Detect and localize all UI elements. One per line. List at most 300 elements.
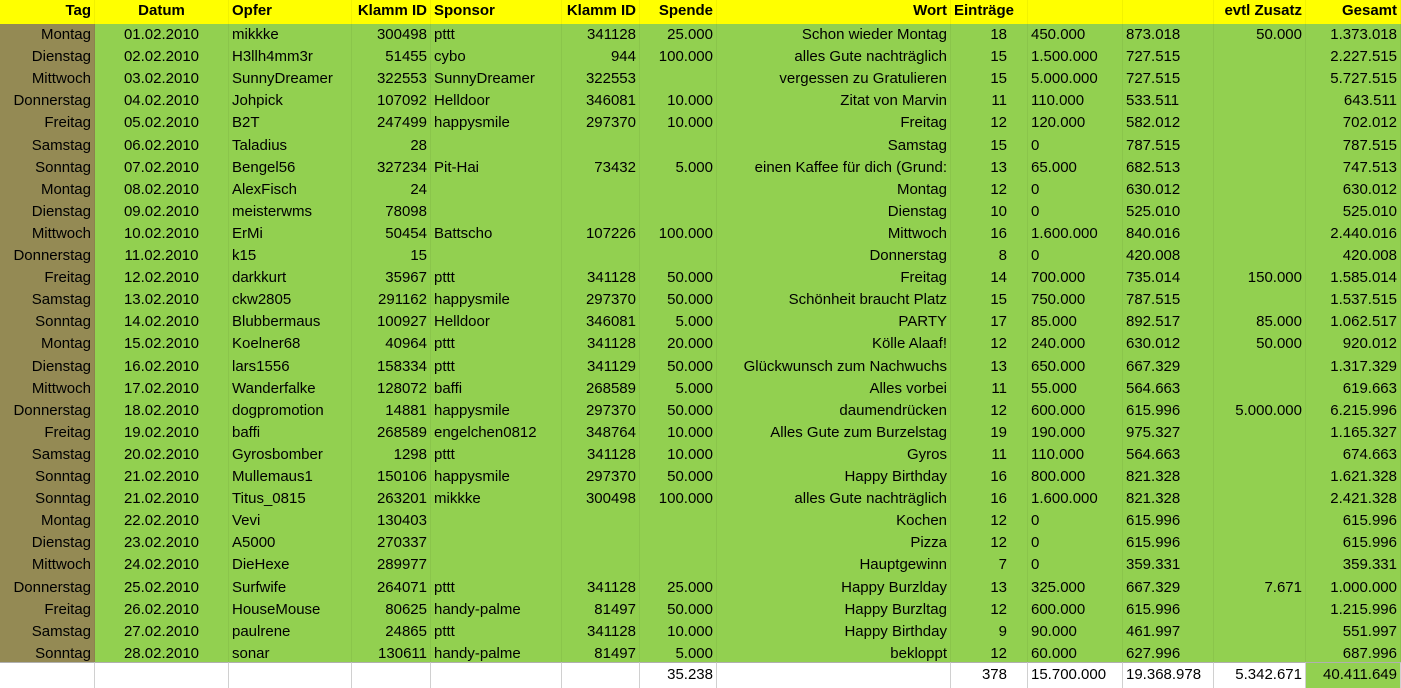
cell-opfer-id[interactable]: 100927 <box>352 311 431 334</box>
cell-tag[interactable]: Freitag <box>0 422 95 445</box>
header-eintraege[interactable]: Einträge <box>951 0 1028 24</box>
header-klamm-id-1[interactable]: Klamm ID <box>352 0 431 24</box>
cell-sponsor-id[interactable]: 322553 <box>562 68 640 91</box>
cell-eintraege[interactable]: 18 <box>951 24 1028 47</box>
cell-sponsor[interactable]: pttt <box>431 267 562 290</box>
cell-eintraege[interactable]: 11 <box>951 444 1028 467</box>
cell-opfer[interactable]: dogpromotion <box>229 400 352 423</box>
cell-opfer-id[interactable]: 40964 <box>352 333 431 356</box>
cell-wort[interactable]: Dienstag <box>717 201 951 224</box>
cell-a[interactable]: 0 <box>1028 532 1123 555</box>
cell-opfer-id[interactable]: 80625 <box>352 599 431 622</box>
cell-sponsor[interactable]: pttt <box>431 577 562 600</box>
cell-opfer[interactable]: Johpick <box>229 90 352 113</box>
cell-a[interactable]: 65.000 <box>1028 157 1123 180</box>
cell-eintraege[interactable]: 12 <box>951 179 1028 202</box>
cell-opfer-id[interactable]: 128072 <box>352 378 431 401</box>
cell-sponsor-id[interactable] <box>562 510 640 533</box>
cell-sponsor[interactable]: mikkke <box>431 488 562 511</box>
cell-b[interactable]: 667.329 <box>1123 577 1214 600</box>
cell-sponsor-id[interactable]: 348764 <box>562 422 640 445</box>
cell-eintraege[interactable]: 12 <box>951 112 1028 135</box>
cell-sponsor-id[interactable]: 107226 <box>562 223 640 246</box>
header-datum[interactable]: Datum <box>95 0 229 24</box>
cell-opfer-id[interactable]: 158334 <box>352 356 431 379</box>
cell-tag[interactable]: Sonntag <box>0 311 95 334</box>
cell-sponsor[interactable] <box>431 135 562 158</box>
cell-eintraege[interactable]: 12 <box>951 510 1028 533</box>
cell-sponsor[interactable]: happysmile <box>431 112 562 135</box>
cell-zusatz[interactable]: 150.000 <box>1214 267 1306 290</box>
cell-opfer[interactable]: A5000 <box>229 532 352 555</box>
cell-gesamt[interactable]: 359.331 <box>1306 554 1401 577</box>
cell-wort[interactable]: Hauptgewinn <box>717 554 951 577</box>
cell-eintraege[interactable]: 17 <box>951 311 1028 334</box>
cell-tag[interactable]: Dienstag <box>0 356 95 379</box>
cell-zusatz[interactable] <box>1214 356 1306 379</box>
cell-zusatz[interactable]: 85.000 <box>1214 311 1306 334</box>
cell-opfer-id[interactable]: 327234 <box>352 157 431 180</box>
cell-b[interactable]: 564.663 <box>1123 378 1214 401</box>
cell-a[interactable]: 0 <box>1028 510 1123 533</box>
cell-sponsor[interactable]: handy-palme <box>431 599 562 622</box>
cell-zusatz[interactable] <box>1214 599 1306 622</box>
cell-a[interactable]: 450.000 <box>1028 24 1123 47</box>
cell-opfer[interactable]: ErMi <box>229 223 352 246</box>
cell-opfer[interactable]: sonar <box>229 643 352 666</box>
cell-tag[interactable]: Sonntag <box>0 488 95 511</box>
cell-tag[interactable]: Montag <box>0 510 95 533</box>
cell-tag[interactable]: Samstag <box>0 135 95 158</box>
cell-opfer-id[interactable]: 247499 <box>352 112 431 135</box>
cell-eintraege[interactable]: 12 <box>951 599 1028 622</box>
cell-opfer-id[interactable]: 300498 <box>352 24 431 47</box>
cell-zusatz[interactable] <box>1214 157 1306 180</box>
cell-gesamt[interactable]: 2.421.328 <box>1306 488 1401 511</box>
cell-b[interactable]: 667.329 <box>1123 356 1214 379</box>
cell-zusatz[interactable] <box>1214 46 1306 69</box>
cell-sponsor[interactable]: Pit-Hai <box>431 157 562 180</box>
cell-opfer-id[interactable]: 130611 <box>352 643 431 666</box>
cell-datum[interactable]: 11.02.2010 <box>95 245 229 268</box>
cell-opfer-id[interactable]: 15 <box>352 245 431 268</box>
cell-spende[interactable]: 10.000 <box>640 621 717 644</box>
cell-a[interactable]: 5.000.000 <box>1028 68 1123 91</box>
cell-gesamt[interactable]: 1.373.018 <box>1306 24 1401 47</box>
cell-opfer-id[interactable]: 51455 <box>352 46 431 69</box>
cell-eintraege[interactable]: 12 <box>951 532 1028 555</box>
cell-sponsor[interactable] <box>431 532 562 555</box>
cell-zusatz[interactable] <box>1214 223 1306 246</box>
total-eintraege[interactable]: 378 <box>951 662 1028 688</box>
cell-opfer[interactable]: k15 <box>229 245 352 268</box>
cell-sponsor[interactable]: pttt <box>431 621 562 644</box>
cell-b[interactable]: 787.515 <box>1123 135 1214 158</box>
cell-b[interactable]: 873.018 <box>1123 24 1214 47</box>
cell-opfer-id[interactable]: 270337 <box>352 532 431 555</box>
cell-datum[interactable]: 15.02.2010 <box>95 333 229 356</box>
cell-spende[interactable]: 25.000 <box>640 24 717 47</box>
header-tag[interactable]: Tag <box>0 0 95 24</box>
cell-opfer[interactable]: paulrene <box>229 621 352 644</box>
cell-b[interactable]: 525.010 <box>1123 201 1214 224</box>
cell-sponsor[interactable]: SunnyDreamer <box>431 68 562 91</box>
cell-tag[interactable]: Montag <box>0 333 95 356</box>
cell-zusatz[interactable] <box>1214 179 1306 202</box>
cell-spende[interactable] <box>640 135 717 158</box>
cell-gesamt[interactable]: 1.585.014 <box>1306 267 1401 290</box>
cell-zusatz[interactable] <box>1214 510 1306 533</box>
cell-gesamt[interactable]: 787.515 <box>1306 135 1401 158</box>
cell-eintraege[interactable]: 9 <box>951 621 1028 644</box>
cell-zusatz[interactable] <box>1214 466 1306 489</box>
cell-datum[interactable]: 18.02.2010 <box>95 400 229 423</box>
cell-sponsor[interactable]: cybo <box>431 46 562 69</box>
cell-datum[interactable]: 09.02.2010 <box>95 201 229 224</box>
cell-opfer[interactable]: Vevi <box>229 510 352 533</box>
cell-opfer-id[interactable]: 268589 <box>352 422 431 445</box>
cell-zusatz[interactable]: 5.000.000 <box>1214 400 1306 423</box>
cell-b[interactable]: 727.515 <box>1123 68 1214 91</box>
cell-opfer-id[interactable]: 24865 <box>352 621 431 644</box>
cell-opfer-id[interactable]: 107092 <box>352 90 431 113</box>
cell-gesamt[interactable]: 1.165.327 <box>1306 422 1401 445</box>
cell-opfer-id[interactable]: 289977 <box>352 554 431 577</box>
cell-wort[interactable]: Pizza <box>717 532 951 555</box>
cell-wort[interactable]: Kölle Alaaf! <box>717 333 951 356</box>
cell-spende[interactable] <box>640 179 717 202</box>
total-blank-sponsor[interactable] <box>431 662 562 688</box>
cell-datum[interactable]: 16.02.2010 <box>95 356 229 379</box>
cell-eintraege[interactable]: 12 <box>951 400 1028 423</box>
cell-spende[interactable]: 50.000 <box>640 599 717 622</box>
cell-zusatz[interactable] <box>1214 532 1306 555</box>
cell-tag[interactable]: Sonntag <box>0 466 95 489</box>
total-blank-opfer[interactable] <box>229 662 352 688</box>
cell-eintraege[interactable]: 12 <box>951 333 1028 356</box>
cell-spende[interactable]: 100.000 <box>640 46 717 69</box>
header-col-k[interactable] <box>1123 0 1214 24</box>
cell-sponsor[interactable]: Battscho <box>431 223 562 246</box>
cell-gesamt[interactable]: 674.663 <box>1306 444 1401 467</box>
cell-opfer[interactable]: AlexFisch <box>229 179 352 202</box>
cell-b[interactable]: 420.008 <box>1123 245 1214 268</box>
cell-eintraege[interactable]: 15 <box>951 46 1028 69</box>
cell-datum[interactable]: 21.02.2010 <box>95 488 229 511</box>
cell-zusatz[interactable]: 50.000 <box>1214 333 1306 356</box>
cell-zusatz[interactable] <box>1214 621 1306 644</box>
cell-sponsor[interactable]: pttt <box>431 356 562 379</box>
cell-a[interactable]: 0 <box>1028 245 1123 268</box>
cell-tag[interactable]: Samstag <box>0 621 95 644</box>
cell-datum[interactable]: 05.02.2010 <box>95 112 229 135</box>
cell-spende[interactable]: 100.000 <box>640 223 717 246</box>
cell-opfer[interactable]: darkkurt <box>229 267 352 290</box>
cell-wort[interactable]: Alles vorbei <box>717 378 951 401</box>
cell-opfer[interactable]: Bengel56 <box>229 157 352 180</box>
cell-a[interactable]: 700.000 <box>1028 267 1123 290</box>
cell-wort[interactable]: Glückwunsch zum Nachwuchs <box>717 356 951 379</box>
cell-b[interactable]: 682.513 <box>1123 157 1214 180</box>
cell-sponsor[interactable] <box>431 201 562 224</box>
total-blank-sponsor-id[interactable] <box>562 662 640 688</box>
cell-sponsor-id[interactable]: 297370 <box>562 112 640 135</box>
cell-sponsor-id[interactable]: 341128 <box>562 444 640 467</box>
cell-wort[interactable]: Schon wieder Montag <box>717 24 951 47</box>
cell-opfer-id[interactable]: 1298 <box>352 444 431 467</box>
total-a[interactable]: 15.700.000 <box>1028 662 1123 688</box>
cell-a[interactable]: 1.600.000 <box>1028 488 1123 511</box>
cell-a[interactable]: 600.000 <box>1028 599 1123 622</box>
cell-sponsor[interactable]: engelchen0812 <box>431 422 562 445</box>
cell-opfer[interactable]: Titus_0815 <box>229 488 352 511</box>
cell-datum[interactable]: 19.02.2010 <box>95 422 229 445</box>
cell-gesamt[interactable]: 687.996 <box>1306 643 1401 666</box>
cell-gesamt[interactable]: 1.062.517 <box>1306 311 1401 334</box>
cell-gesamt[interactable]: 920.012 <box>1306 333 1401 356</box>
cell-gesamt[interactable]: 1.215.996 <box>1306 599 1401 622</box>
cell-a[interactable]: 800.000 <box>1028 466 1123 489</box>
cell-opfer[interactable]: ckw2805 <box>229 289 352 312</box>
cell-zusatz[interactable] <box>1214 444 1306 467</box>
cell-wort[interactable]: daumendrücken <box>717 400 951 423</box>
cell-sponsor-id[interactable]: 73432 <box>562 157 640 180</box>
cell-tag[interactable]: Donnerstag <box>0 400 95 423</box>
cell-zusatz[interactable] <box>1214 68 1306 91</box>
cell-sponsor[interactable]: Helldoor <box>431 311 562 334</box>
cell-wort[interactable]: alles Gute nachträglich <box>717 488 951 511</box>
cell-eintraege[interactable]: 16 <box>951 223 1028 246</box>
cell-wort[interactable]: Mittwoch <box>717 223 951 246</box>
cell-tag[interactable]: Donnerstag <box>0 245 95 268</box>
cell-opfer[interactable]: DieHexe <box>229 554 352 577</box>
cell-zusatz[interactable] <box>1214 135 1306 158</box>
cell-wort[interactable]: bekloppt <box>717 643 951 666</box>
cell-datum[interactable]: 08.02.2010 <box>95 179 229 202</box>
cell-a[interactable]: 0 <box>1028 135 1123 158</box>
cell-opfer-id[interactable]: 263201 <box>352 488 431 511</box>
cell-spende[interactable]: 25.000 <box>640 577 717 600</box>
cell-wort[interactable]: Schönheit braucht Platz <box>717 289 951 312</box>
cell-opfer[interactable]: meisterwms <box>229 201 352 224</box>
cell-a[interactable]: 240.000 <box>1028 333 1123 356</box>
cell-datum[interactable]: 10.02.2010 <box>95 223 229 246</box>
cell-wort[interactable]: Gyros <box>717 444 951 467</box>
cell-a[interactable]: 0 <box>1028 179 1123 202</box>
cell-b[interactable]: 840.016 <box>1123 223 1214 246</box>
cell-tag[interactable]: Mittwoch <box>0 68 95 91</box>
header-opfer[interactable]: Opfer <box>229 0 352 24</box>
cell-wort[interactable]: Happy Burzlday <box>717 577 951 600</box>
cell-tag[interactable]: Samstag <box>0 444 95 467</box>
cell-spende[interactable]: 50.000 <box>640 289 717 312</box>
cell-datum[interactable]: 27.02.2010 <box>95 621 229 644</box>
cell-eintraege[interactable]: 10 <box>951 201 1028 224</box>
cell-eintraege[interactable]: 13 <box>951 356 1028 379</box>
cell-opfer-id[interactable]: 150106 <box>352 466 431 489</box>
cell-a[interactable]: 650.000 <box>1028 356 1123 379</box>
cell-sponsor-id[interactable]: 341128 <box>562 577 640 600</box>
cell-wort[interactable]: Zitat von Marvin <box>717 90 951 113</box>
cell-wort[interactable]: einen Kaffee für dich (Grund: <box>717 157 951 180</box>
cell-gesamt[interactable]: 5.727.515 <box>1306 68 1401 91</box>
cell-sponsor-id[interactable]: 341128 <box>562 267 640 290</box>
cell-spende[interactable]: 10.000 <box>640 112 717 135</box>
cell-b[interactable]: 359.331 <box>1123 554 1214 577</box>
cell-sponsor-id[interactable] <box>562 201 640 224</box>
cell-datum[interactable]: 25.02.2010 <box>95 577 229 600</box>
cell-wort[interactable]: Samstag <box>717 135 951 158</box>
cell-spende[interactable]: 50.000 <box>640 400 717 423</box>
cell-datum[interactable]: 26.02.2010 <box>95 599 229 622</box>
cell-spende[interactable] <box>640 554 717 577</box>
cell-tag[interactable]: Montag <box>0 179 95 202</box>
cell-spende[interactable]: 5.000 <box>640 157 717 180</box>
cell-sponsor-id[interactable]: 341129 <box>562 356 640 379</box>
cell-datum[interactable]: 07.02.2010 <box>95 157 229 180</box>
cell-sponsor[interactable]: pttt <box>431 24 562 47</box>
cell-wort[interactable]: PARTY <box>717 311 951 334</box>
cell-opfer-id[interactable]: 28 <box>352 135 431 158</box>
cell-opfer[interactable]: Blubbermaus <box>229 311 352 334</box>
cell-wort[interactable]: Happy Birthday <box>717 466 951 489</box>
cell-spende[interactable] <box>640 532 717 555</box>
total-zusatz[interactable]: 5.342.671 <box>1214 662 1306 688</box>
cell-tag[interactable]: Dienstag <box>0 201 95 224</box>
cell-spende[interactable]: 10.000 <box>640 90 717 113</box>
cell-gesamt[interactable]: 1.621.328 <box>1306 466 1401 489</box>
cell-opfer-id[interactable]: 322553 <box>352 68 431 91</box>
cell-sponsor-id[interactable]: 297370 <box>562 400 640 423</box>
cell-datum[interactable]: 21.02.2010 <box>95 466 229 489</box>
cell-a[interactable]: 85.000 <box>1028 311 1123 334</box>
cell-gesamt[interactable]: 6.215.996 <box>1306 400 1401 423</box>
cell-eintraege[interactable]: 14 <box>951 267 1028 290</box>
cell-wort[interactable]: Donnerstag <box>717 245 951 268</box>
total-gesamt[interactable]: 40.411.649 <box>1306 662 1401 688</box>
cell-zusatz[interactable]: 50.000 <box>1214 24 1306 47</box>
cell-b[interactable]: 533.511 <box>1123 90 1214 113</box>
cell-tag[interactable]: Sonntag <box>0 643 95 666</box>
cell-gesamt[interactable]: 1.000.000 <box>1306 577 1401 600</box>
cell-b[interactable]: 727.515 <box>1123 46 1214 69</box>
cell-wort[interactable]: Happy Burzltag <box>717 599 951 622</box>
cell-a[interactable]: 750.000 <box>1028 289 1123 312</box>
cell-tag[interactable]: Freitag <box>0 267 95 290</box>
cell-b[interactable]: 627.996 <box>1123 643 1214 666</box>
cell-wort[interactable]: Montag <box>717 179 951 202</box>
cell-eintraege[interactable]: 15 <box>951 135 1028 158</box>
cell-opfer[interactable]: Koelner68 <box>229 333 352 356</box>
cell-datum[interactable]: 12.02.2010 <box>95 267 229 290</box>
cell-datum[interactable]: 14.02.2010 <box>95 311 229 334</box>
header-spende[interactable]: Spende <box>640 0 717 24</box>
cell-datum[interactable]: 13.02.2010 <box>95 289 229 312</box>
cell-datum[interactable]: 06.02.2010 <box>95 135 229 158</box>
cell-eintraege[interactable]: 13 <box>951 577 1028 600</box>
header-col-j[interactable] <box>1028 0 1123 24</box>
cell-datum[interactable]: 17.02.2010 <box>95 378 229 401</box>
cell-sponsor-id[interactable]: 297370 <box>562 289 640 312</box>
cell-opfer[interactable]: Mullemaus1 <box>229 466 352 489</box>
header-klamm-id-2[interactable]: Klamm ID <box>562 0 640 24</box>
cell-datum[interactable]: 28.02.2010 <box>95 643 229 666</box>
cell-spende[interactable]: 10.000 <box>640 444 717 467</box>
cell-sponsor[interactable] <box>431 245 562 268</box>
cell-opfer[interactable]: Gyrosbomber <box>229 444 352 467</box>
cell-sponsor-id[interactable]: 81497 <box>562 643 640 666</box>
cell-spende[interactable] <box>640 510 717 533</box>
cell-sponsor[interactable] <box>431 554 562 577</box>
cell-eintraege[interactable]: 19 <box>951 422 1028 445</box>
cell-a[interactable]: 55.000 <box>1028 378 1123 401</box>
cell-b[interactable]: 821.328 <box>1123 488 1214 511</box>
cell-spende[interactable] <box>640 68 717 91</box>
cell-zusatz[interactable] <box>1214 112 1306 135</box>
cell-a[interactable]: 1.500.000 <box>1028 46 1123 69</box>
cell-spende[interactable] <box>640 245 717 268</box>
cell-b[interactable]: 582.012 <box>1123 112 1214 135</box>
cell-opfer[interactable]: Wanderfalke <box>229 378 352 401</box>
cell-a[interactable]: 600.000 <box>1028 400 1123 423</box>
cell-a[interactable]: 60.000 <box>1028 643 1123 666</box>
cell-opfer[interactable]: H3llh4mm3r <box>229 46 352 69</box>
cell-tag[interactable]: Mittwoch <box>0 223 95 246</box>
cell-tag[interactable]: Dienstag <box>0 532 95 555</box>
cell-opfer[interactable]: B2T <box>229 112 352 135</box>
cell-b[interactable]: 461.997 <box>1123 621 1214 644</box>
cell-datum[interactable]: 01.02.2010 <box>95 24 229 47</box>
cell-eintraege[interactable]: 11 <box>951 378 1028 401</box>
cell-sponsor-id[interactable]: 341128 <box>562 621 640 644</box>
total-spende[interactable]: 35.238 <box>640 662 717 688</box>
cell-sponsor[interactable]: happysmile <box>431 466 562 489</box>
cell-tag[interactable]: Montag <box>0 24 95 47</box>
header-sponsor[interactable]: Sponsor <box>431 0 562 24</box>
cell-spende[interactable]: 20.000 <box>640 333 717 356</box>
cell-spende[interactable]: 5.000 <box>640 378 717 401</box>
header-gesamt[interactable]: Gesamt <box>1306 0 1401 24</box>
cell-eintraege[interactable]: 16 <box>951 488 1028 511</box>
cell-gesamt[interactable]: 643.511 <box>1306 90 1401 113</box>
header-wort[interactable]: Wort <box>717 0 951 24</box>
cell-datum[interactable]: 23.02.2010 <box>95 532 229 555</box>
cell-opfer-id[interactable]: 78098 <box>352 201 431 224</box>
cell-sponsor[interactable]: baffi <box>431 378 562 401</box>
cell-wort[interactable]: Freitag <box>717 112 951 135</box>
cell-tag[interactable]: Donnerstag <box>0 90 95 113</box>
cell-datum[interactable]: 22.02.2010 <box>95 510 229 533</box>
cell-datum[interactable]: 03.02.2010 <box>95 68 229 91</box>
cell-opfer-id[interactable]: 50454 <box>352 223 431 246</box>
cell-sponsor[interactable]: handy-palme <box>431 643 562 666</box>
cell-eintraege[interactable]: 8 <box>951 245 1028 268</box>
cell-tag[interactable]: Mittwoch <box>0 554 95 577</box>
cell-zusatz[interactable] <box>1214 90 1306 113</box>
cell-sponsor-id[interactable]: 300498 <box>562 488 640 511</box>
cell-a[interactable]: 325.000 <box>1028 577 1123 600</box>
cell-gesamt[interactable]: 630.012 <box>1306 179 1401 202</box>
cell-sponsor-id[interactable]: 81497 <box>562 599 640 622</box>
cell-opfer[interactable]: Taladius <box>229 135 352 158</box>
cell-spende[interactable]: 5.000 <box>640 311 717 334</box>
cell-eintraege[interactable]: 7 <box>951 554 1028 577</box>
cell-tag[interactable]: Donnerstag <box>0 577 95 600</box>
cell-sponsor[interactable]: pttt <box>431 444 562 467</box>
cell-sponsor-id[interactable]: 346081 <box>562 90 640 113</box>
cell-eintraege[interactable]: 11 <box>951 90 1028 113</box>
cell-gesamt[interactable]: 1.537.515 <box>1306 289 1401 312</box>
